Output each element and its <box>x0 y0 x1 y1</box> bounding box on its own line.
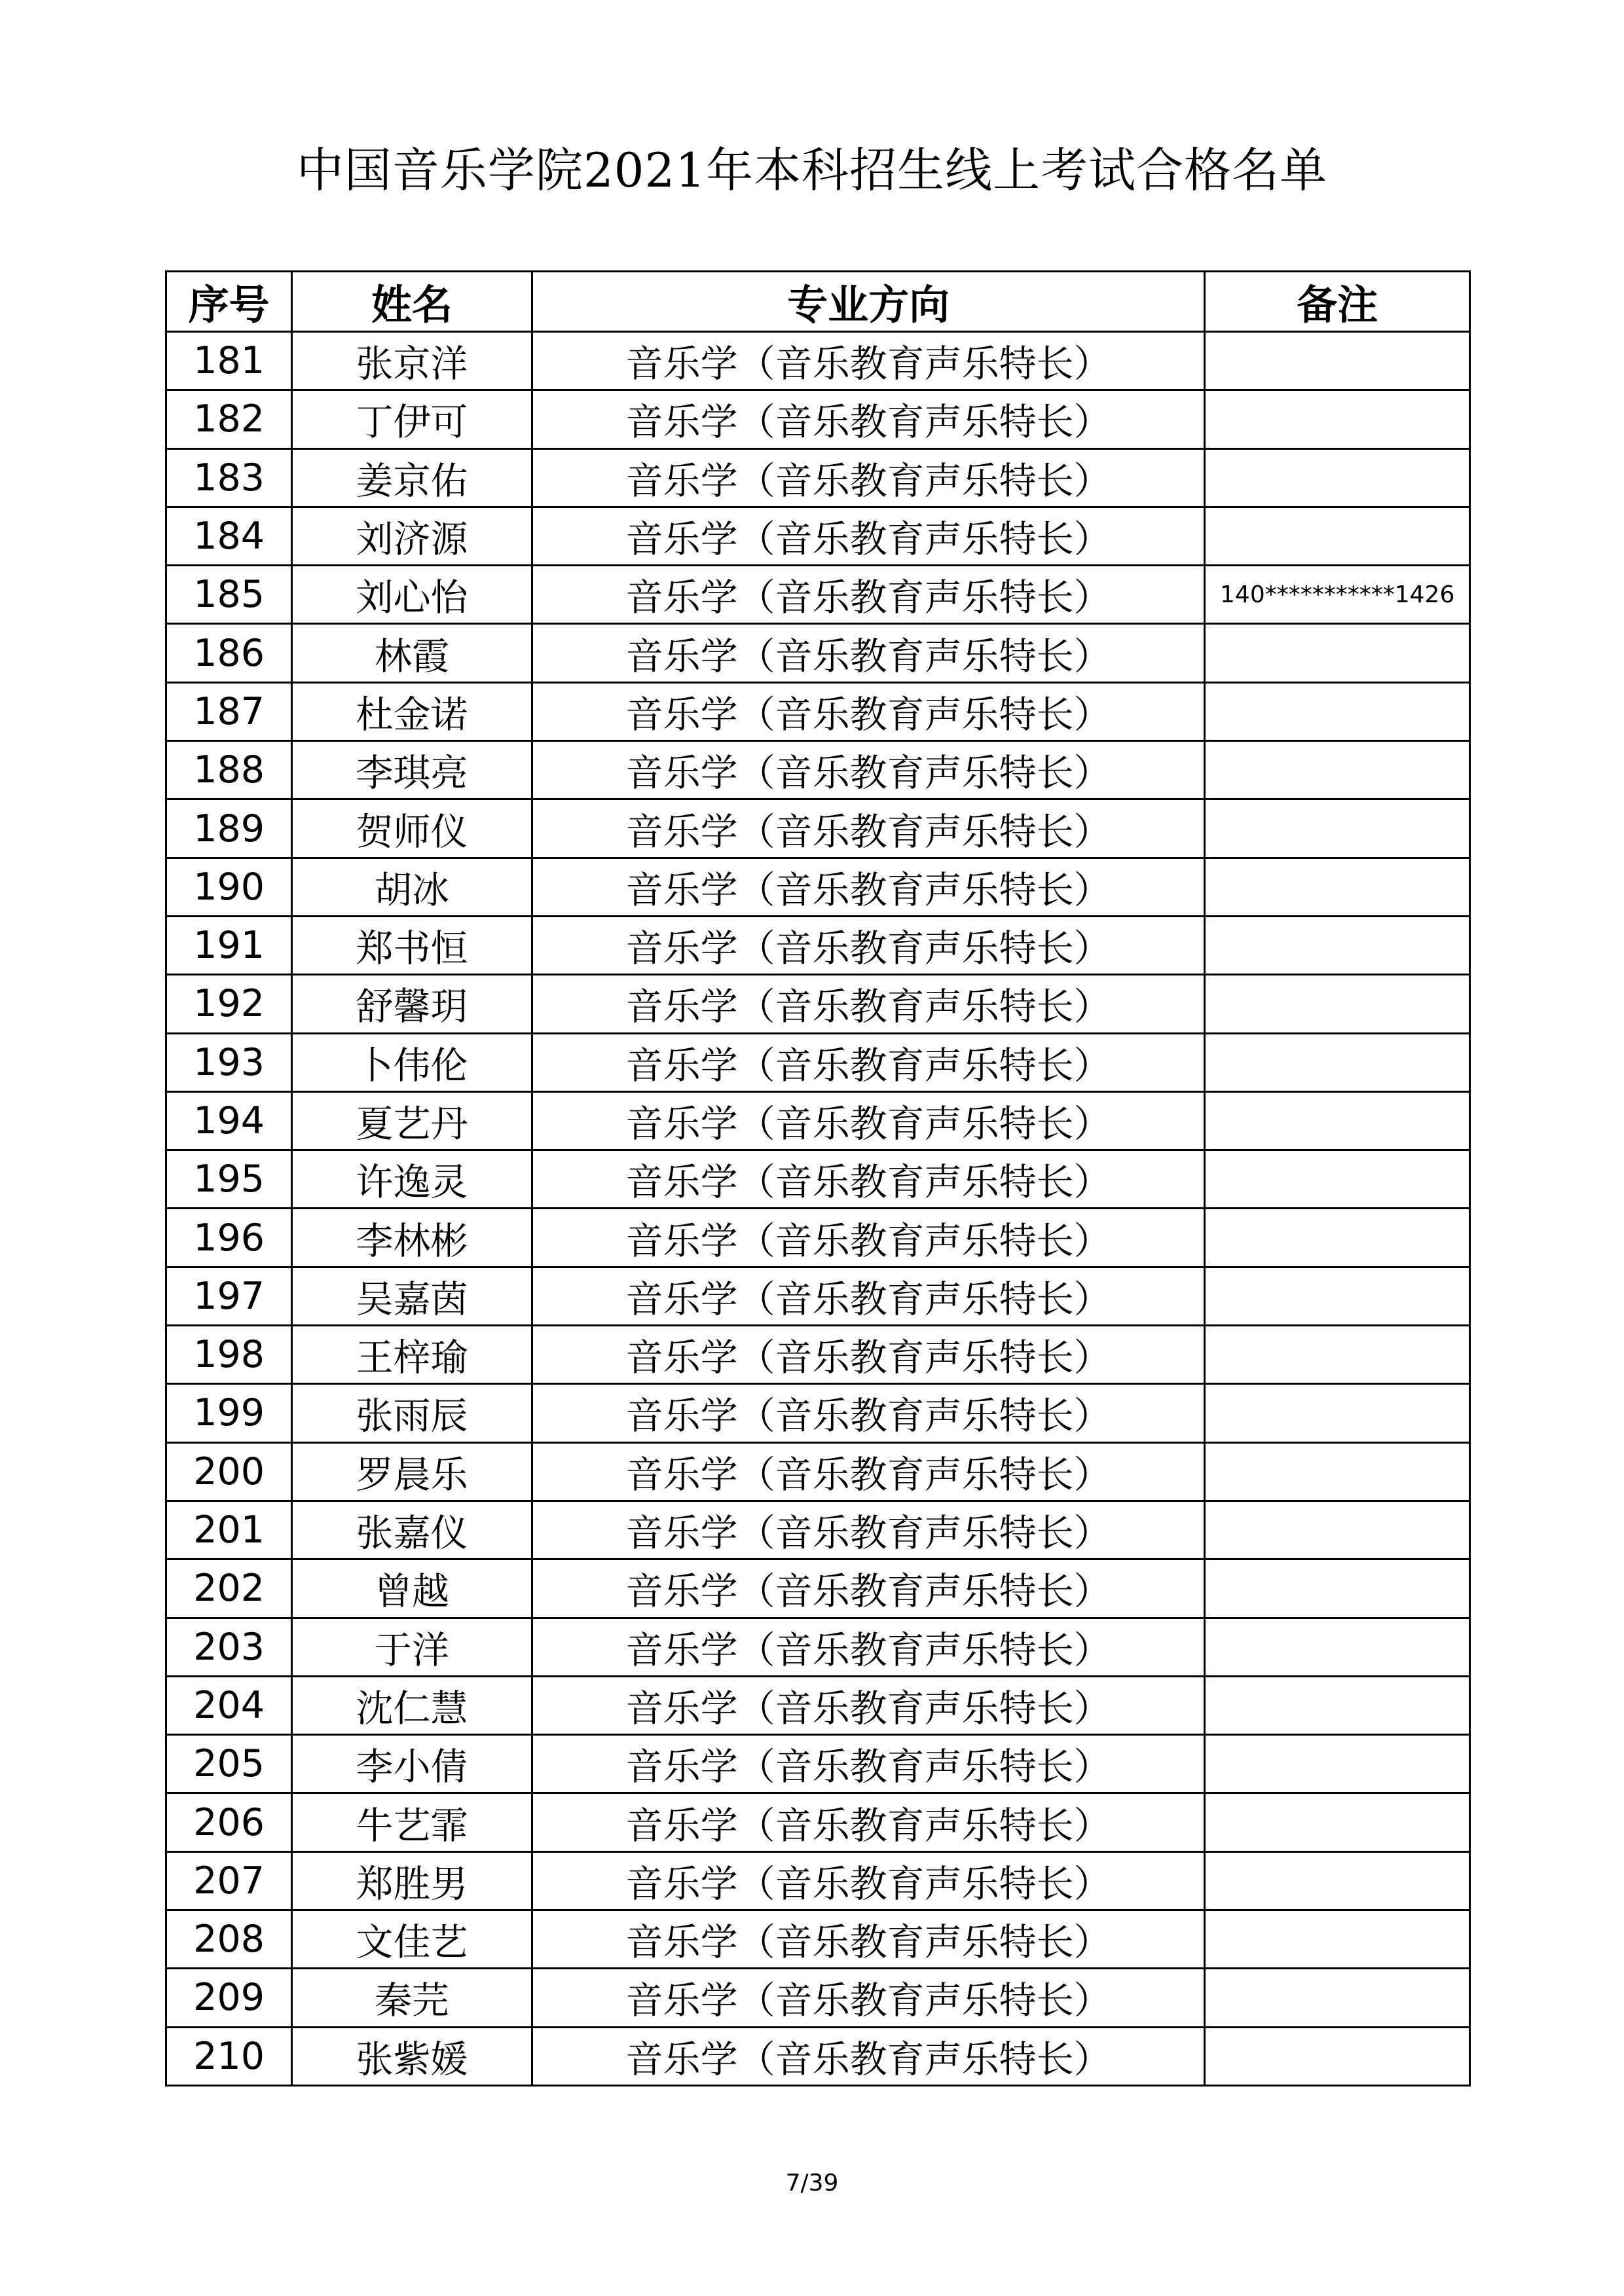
table-row <box>166 1735 1470 1793</box>
cell-note <box>1205 799 1470 858</box>
cell-note <box>1205 1969 1470 2027</box>
cell-name: 贺师仪 <box>292 799 532 858</box>
table-row <box>166 566 1470 624</box>
cell-note <box>1205 1091 1470 1150</box>
table-row <box>166 1618 1470 1676</box>
cell-note <box>1205 1910 1470 1969</box>
cell-major: 音乐学（音乐教育声乐特长） <box>532 624 1205 682</box>
cell-name: 李林彬 <box>292 1209 532 1267</box>
cell-name: 吴嘉茵 <box>292 1267 532 1325</box>
cell-note <box>1205 332 1470 390</box>
cell-seq: 209 <box>166 1969 292 2027</box>
table-row <box>166 1384 1470 1442</box>
cell-note <box>1205 1267 1470 1325</box>
cell-major: 音乐学（音乐教育声乐特长） <box>532 1618 1205 1676</box>
cell-major: 音乐学（音乐教育声乐特长） <box>532 1442 1205 1501</box>
cell-seq: 208 <box>166 1910 292 1969</box>
cell-seq: 207 <box>166 1851 292 1910</box>
cell-major: 音乐学（音乐教育声乐特长） <box>532 1384 1205 1442</box>
cell-seq: 183 <box>166 448 292 507</box>
cell-note: 140***********1426 <box>1205 566 1470 624</box>
cell-seq: 184 <box>166 507 292 565</box>
table-row <box>166 1910 1470 1969</box>
cell-name: 丁伊可 <box>292 390 532 448</box>
cell-name: 李琪亮 <box>292 741 532 799</box>
cell-name: 刘济源 <box>292 507 532 565</box>
cell-major: 音乐学（音乐教育声乐特长） <box>532 975 1205 1033</box>
table-row <box>166 682 1470 740</box>
cell-seq: 201 <box>166 1501 292 1559</box>
cell-seq: 186 <box>166 624 292 682</box>
cell-major: 音乐学（音乐教育声乐特长） <box>532 1969 1205 2027</box>
cell-major: 音乐学（音乐教育声乐特长） <box>532 1676 1205 1734</box>
cell-major: 音乐学（音乐教育声乐特长） <box>532 448 1205 507</box>
table-row <box>166 624 1470 682</box>
cell-seq: 200 <box>166 1442 292 1501</box>
page-number: 7/39 <box>785 2170 839 2196</box>
cell-major: 音乐学（音乐教育声乐特长） <box>532 1851 1205 1910</box>
cell-seq: 193 <box>166 1033 292 1091</box>
table-row <box>166 1851 1470 1910</box>
header-major: 专业方向 <box>532 272 1205 332</box>
cell-seq: 199 <box>166 1384 292 1442</box>
table-row <box>166 332 1470 390</box>
cell-major: 音乐学（音乐教育声乐特长） <box>532 1559 1205 1618</box>
admission-list-table <box>165 270 1471 2086</box>
cell-seq: 204 <box>166 1676 292 1734</box>
header-note: 备注 <box>1205 272 1470 332</box>
cell-seq: 191 <box>166 916 292 974</box>
cell-name: 文佳艺 <box>292 1910 532 1969</box>
cell-major: 音乐学（音乐教育声乐特长） <box>532 1033 1205 1091</box>
cell-note <box>1205 858 1470 916</box>
table-row <box>166 1969 1470 2027</box>
cell-seq: 195 <box>166 1150 292 1209</box>
table-row <box>166 1267 1470 1325</box>
cell-note <box>1205 1735 1470 1793</box>
cell-major: 音乐学（音乐教育声乐特长） <box>532 566 1205 624</box>
cell-seq: 210 <box>166 2027 292 2085</box>
cell-note <box>1205 1559 1470 1618</box>
cell-name: 杜金诺 <box>292 682 532 740</box>
cell-major: 音乐学（音乐教育声乐特长） <box>532 1267 1205 1325</box>
table-row <box>166 1033 1470 1091</box>
cell-note <box>1205 1209 1470 1267</box>
cell-major: 音乐学（音乐教育声乐特长） <box>532 1501 1205 1559</box>
cell-seq: 194 <box>166 1091 292 1150</box>
cell-name: 张嘉仪 <box>292 1501 532 1559</box>
table-row <box>166 1793 1470 1851</box>
cell-major: 音乐学（音乐教育声乐特长） <box>532 1091 1205 1150</box>
cell-name: 郑胜男 <box>292 1851 532 1910</box>
header-seq: 序号 <box>166 272 292 332</box>
cell-note <box>1205 741 1470 799</box>
cell-name: 许逸灵 <box>292 1150 532 1209</box>
cell-name: 郑书恒 <box>292 916 532 974</box>
table-row <box>166 741 1470 799</box>
cell-note <box>1205 975 1470 1033</box>
cell-major: 音乐学（音乐教育声乐特长） <box>532 858 1205 916</box>
cell-name: 于洋 <box>292 1618 532 1676</box>
cell-name: 姜京佑 <box>292 448 532 507</box>
cell-name: 刘心怡 <box>292 566 532 624</box>
cell-major: 音乐学（音乐教育声乐特长） <box>532 1209 1205 1267</box>
cell-note <box>1205 1442 1470 1501</box>
cell-note <box>1205 1326 1470 1384</box>
cell-note <box>1205 390 1470 448</box>
cell-name: 张紫媛 <box>292 2027 532 2085</box>
cell-seq: 188 <box>166 741 292 799</box>
cell-major: 音乐学（音乐教育声乐特长） <box>532 916 1205 974</box>
cell-name: 曾越 <box>292 1559 532 1618</box>
cell-name: 张京洋 <box>292 332 532 390</box>
table-row <box>166 1150 1470 1209</box>
cell-major: 音乐学（音乐教育声乐特长） <box>532 799 1205 858</box>
cell-note <box>1205 1501 1470 1559</box>
cell-major: 音乐学（音乐教育声乐特长） <box>532 1910 1205 1969</box>
cell-name: 李小倩 <box>292 1735 532 1793</box>
cell-note <box>1205 1793 1470 1851</box>
cell-name: 胡冰 <box>292 858 532 916</box>
cell-major: 音乐学（音乐教育声乐特长） <box>532 390 1205 448</box>
table-row <box>166 390 1470 448</box>
table-row <box>166 1501 1470 1559</box>
cell-note <box>1205 448 1470 507</box>
cell-major: 音乐学（音乐教育声乐特长） <box>532 1735 1205 1793</box>
cell-seq: 189 <box>166 799 292 858</box>
cell-major: 音乐学（音乐教育声乐特长） <box>532 1150 1205 1209</box>
table-row <box>166 1091 1470 1150</box>
cell-name: 秦芫 <box>292 1969 532 2027</box>
cell-note <box>1205 624 1470 682</box>
table-row <box>166 1559 1470 1618</box>
table-row <box>166 916 1470 974</box>
table-row <box>166 1676 1470 1734</box>
table-row <box>166 975 1470 1033</box>
cell-seq: 190 <box>166 858 292 916</box>
page-title: 中国音乐学院2021年本科招生线上考试合格名单 <box>296 143 1328 198</box>
cell-name: 舒馨玥 <box>292 975 532 1033</box>
cell-seq: 206 <box>166 1793 292 1851</box>
cell-major: 音乐学（音乐教育声乐特长） <box>532 1793 1205 1851</box>
cell-seq: 192 <box>166 975 292 1033</box>
cell-note <box>1205 1150 1470 1209</box>
cell-name: 罗晨乐 <box>292 1442 532 1501</box>
cell-seq: 185 <box>166 566 292 624</box>
cell-seq: 197 <box>166 1267 292 1325</box>
cell-seq: 205 <box>166 1735 292 1793</box>
cell-note <box>1205 2027 1470 2085</box>
cell-major: 音乐学（音乐教育声乐特长） <box>532 741 1205 799</box>
cell-note <box>1205 916 1470 974</box>
cell-major: 音乐学（音乐教育声乐特长） <box>532 682 1205 740</box>
header-name: 姓名 <box>292 272 532 332</box>
table-header-row <box>166 272 1470 332</box>
cell-seq: 202 <box>166 1559 292 1618</box>
cell-seq: 196 <box>166 1209 292 1267</box>
cell-note <box>1205 1033 1470 1091</box>
cell-name: 沈仁慧 <box>292 1676 532 1734</box>
table-row <box>166 1442 1470 1501</box>
cell-name: 夏艺丹 <box>292 1091 532 1150</box>
cell-major: 音乐学（音乐教育声乐特长） <box>532 1326 1205 1384</box>
table-row <box>166 1326 1470 1384</box>
cell-major: 音乐学（音乐教育声乐特长） <box>532 507 1205 565</box>
cell-major: 音乐学（音乐教育声乐特长） <box>532 2027 1205 2085</box>
cell-seq: 198 <box>166 1326 292 1384</box>
table-row <box>166 858 1470 916</box>
cell-name: 王梓瑜 <box>292 1326 532 1384</box>
cell-note <box>1205 1676 1470 1734</box>
table-row <box>166 1209 1470 1267</box>
table-row <box>166 2027 1470 2085</box>
cell-name: 牛艺霏 <box>292 1793 532 1851</box>
cell-note <box>1205 682 1470 740</box>
cell-note <box>1205 1851 1470 1910</box>
cell-note <box>1205 1618 1470 1676</box>
cell-seq: 181 <box>166 332 292 390</box>
cell-note <box>1205 507 1470 565</box>
cell-note <box>1205 1384 1470 1442</box>
cell-major: 音乐学（音乐教育声乐特长） <box>532 332 1205 390</box>
table-row <box>166 507 1470 565</box>
cell-seq: 187 <box>166 682 292 740</box>
table-row <box>166 799 1470 858</box>
cell-name: 林霞 <box>292 624 532 682</box>
cell-seq: 182 <box>166 390 292 448</box>
cell-name: 张雨辰 <box>292 1384 532 1442</box>
table-body <box>166 332 1470 2086</box>
table-row <box>166 448 1470 507</box>
cell-seq: 203 <box>166 1618 292 1676</box>
cell-name: 卜伟伦 <box>292 1033 532 1091</box>
